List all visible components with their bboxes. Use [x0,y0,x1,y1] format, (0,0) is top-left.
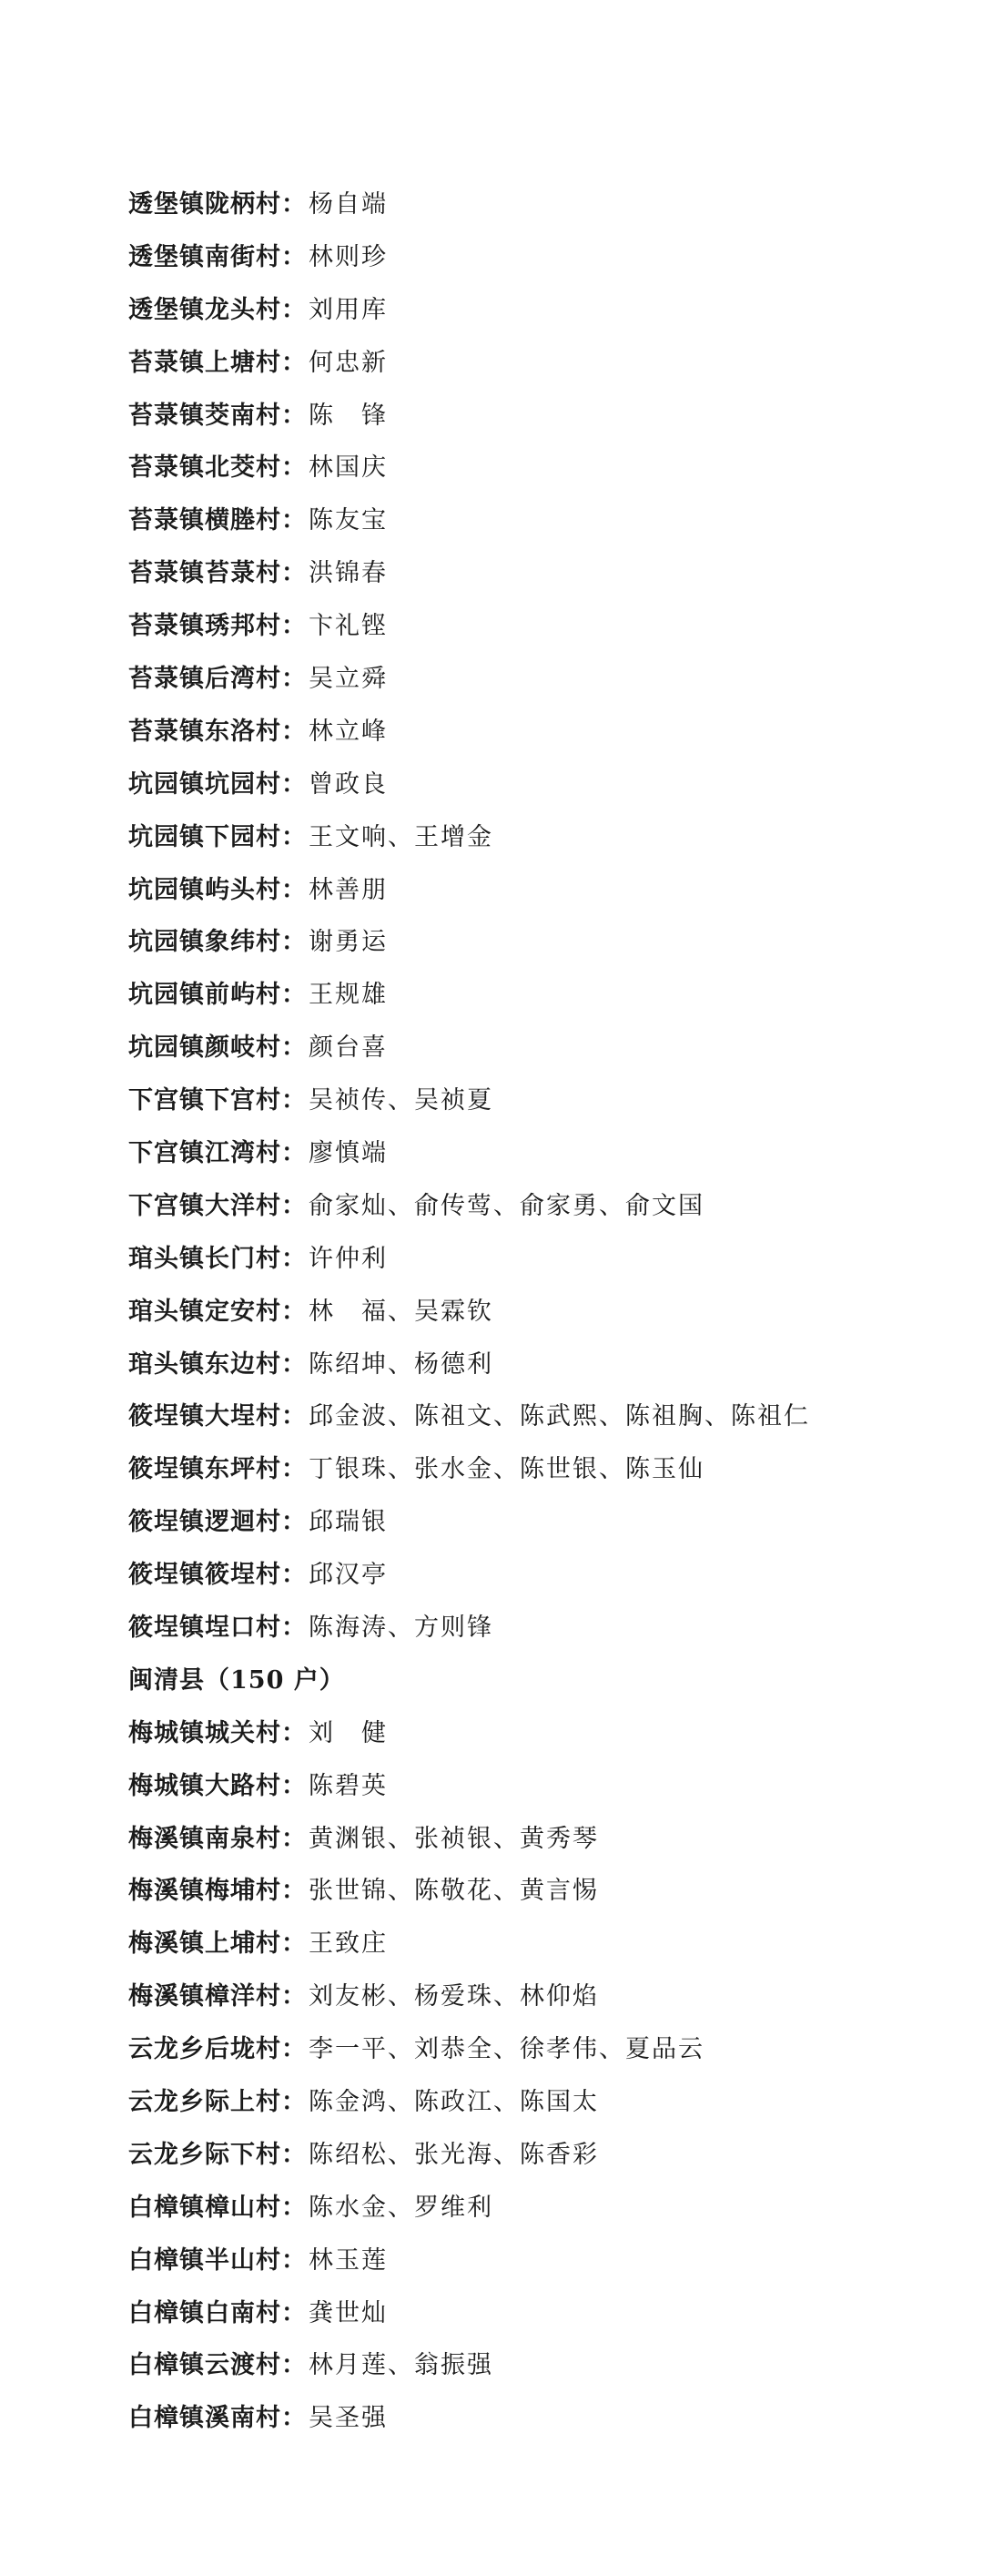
county-heading [128,1655,948,1707]
list-item [128,1918,948,1970]
list-item [128,969,948,1022]
household-names: 龚世灿 [309,2298,388,2327]
household-names: 刘友彬、杨爱珠、林仰焰 [309,1982,599,2011]
village-name: 白樟镇溪南村： [128,2404,307,2433]
list-item [128,2076,948,2129]
village-name: 梅溪镇梅埔村： [128,1877,307,1906]
village-name: 坑园镇屿头村： [128,875,307,904]
list-item [128,600,948,653]
list-item [128,1074,948,1127]
household-names: 王规雄 [309,981,388,1010]
village-name: 坑园镇前屿村： [128,981,307,1010]
village-name: 坑园镇坑园村： [128,769,307,799]
village-name: 苔菉镇北茭村： [128,453,307,483]
household-names: 陈友宝 [309,506,388,535]
village-name: 坑园镇颜岐村： [128,1033,307,1063]
village-name: 透堡镇龙头村： [128,295,307,324]
list-item [128,2182,948,2235]
household-names: 谢勇运 [309,928,388,957]
village-name: 梅溪镇樟洋村： [128,1982,307,2011]
list-item [128,2235,948,2287]
list-item [128,1496,948,1549]
list-item [128,1760,948,1813]
list-item [128,1233,948,1286]
village-name: 下宫镇下宫村： [128,1086,307,1115]
village-name: 白樟镇白南村： [128,2298,307,2327]
village-name: 白樟镇樟山村： [128,2193,307,2222]
household-names: 丁银珠、张水金、陈世银、陈玉仙 [309,1455,704,1484]
village-name: 苔菉镇琇邦村： [128,612,307,641]
village-name: 梅城镇城关村： [128,1718,307,1747]
list-item [128,916,948,969]
list-item [128,706,948,759]
household-names: 陈绍松、张光海、陈香彩 [309,2140,599,2169]
village-name: 梅溪镇上埔村： [128,1929,307,1959]
list-item [128,1707,948,1760]
list-item [128,1339,948,1391]
village-name: 白樟镇云渡村： [128,2351,307,2380]
list-item [128,864,948,917]
list-item [128,811,948,864]
household-names: 林月莲、翁振强 [309,2351,493,2380]
list-item [128,284,948,337]
village-name: 苔菉镇东洛村： [128,717,307,746]
household-names: 林玉莲 [309,2245,388,2275]
list-item [128,231,948,284]
list-item [128,1022,948,1074]
village-name: 下宫镇江湾村： [128,1138,307,1167]
household-names: 王文响、王增金 [309,822,493,851]
household-list [128,178,948,2445]
village-name: 苔菉镇上塘村： [128,348,307,377]
list-item [128,494,948,547]
household-names: 林善朋 [309,875,388,904]
household-names: 陈绍坤、杨德利 [309,1349,493,1379]
list-item [128,1180,948,1233]
village-name: 苔菉镇苔菉村： [128,559,307,588]
household-names: 何忠新 [309,348,388,377]
household-names: 卞礼铿 [309,612,388,641]
village-name: 透堡镇陇柄村： [128,189,307,219]
list-item [128,1443,948,1496]
village-name: 梅溪镇南泉村： [128,1824,307,1853]
list-item [128,442,948,494]
household-names: 张世锦、陈敬花、黄言惕 [309,1877,599,1906]
list-item [128,2392,948,2445]
household-names: 杨自端 [309,189,388,219]
household-names: 林立峰 [309,717,388,746]
household-names: 林则珍 [309,242,388,271]
village-name: 筱埕镇大埕村： [128,1402,307,1431]
household-names: 颜台喜 [309,1033,388,1063]
village-name: 云龙乡际下村： [128,2140,307,2169]
household-names: 廖慎端 [309,1138,388,1167]
list-item [128,2129,948,2182]
village-name: 云龙乡际上村： [128,2088,307,2116]
household-names: 李一平、刘恭全、徐孝伟、夏品云 [309,2035,704,2064]
list-item [128,1970,948,2023]
household-names: 黄渊银、张祯银、黄秀琴 [309,1824,599,1853]
list-item [128,1286,948,1339]
list-item [128,759,948,811]
household-names: 邱金波、陈祖文、陈武熙、陈祖胸、陈祖仁 [309,1402,810,1431]
village-name: 坑园镇下园村： [128,822,307,851]
household-names: 俞家灿、俞传莺、俞家勇、俞文国 [309,1191,704,1220]
village-name: 下宫镇大洋村： [128,1191,307,1220]
household-names: 吴立舜 [309,664,388,693]
household-names: 陈水金、罗维利 [309,2193,493,2222]
list-item [128,1866,948,1919]
village-name: 琯头镇定安村： [128,1297,307,1326]
list-item [128,547,948,600]
county-heading-text: 闽清县（150 户） [128,1665,345,1695]
village-name: 筱埕镇东坪村： [128,1455,307,1484]
household-names: 吴祯传、吴祯夏 [309,1086,493,1115]
list-item [128,2287,948,2340]
household-names: 曾政良 [309,769,388,799]
household-names: 吴圣强 [309,2404,388,2433]
list-item [128,653,948,706]
list-item [128,2023,948,2076]
village-name: 云龙乡后垅村： [128,2035,307,2064]
village-name: 梅城镇大路村： [128,1771,307,1800]
village-name: 琯头镇东边村： [128,1349,307,1379]
village-name: 琯头镇长门村： [128,1244,307,1273]
household-names: 邱汉亭 [309,1561,388,1590]
household-names: 刘 健 [309,1718,388,1747]
household-names: 王致庄 [309,1929,388,1959]
village-name: 苔菉镇茭南村： [128,401,307,430]
household-names: 洪锦春 [309,559,388,588]
household-names: 林国庆 [309,453,388,483]
household-names: 陈海涛、方则锋 [309,1613,493,1642]
list-item [128,178,948,231]
list-item [128,1390,948,1443]
list-item [128,1813,948,1866]
village-name: 苔菉镇后湾村： [128,664,307,693]
household-names: 刘用库 [309,295,388,324]
village-name: 透堡镇南街村： [128,242,307,271]
village-name: 苔菉镇横塍村： [128,506,307,535]
village-name: 筱埕镇逻迴村： [128,1508,307,1537]
list-item [128,1602,948,1655]
household-names: 许仲利 [309,1244,388,1273]
village-name: 筱埕镇筱埕村： [128,1561,307,1590]
household-names: 林 福、吴霖钦 [309,1297,493,1326]
village-name: 筱埕镇埕口村： [128,1613,307,1642]
household-names: 陈 锋 [309,401,388,430]
village-name: 白樟镇半山村： [128,2245,307,2275]
list-item [128,2340,948,2393]
household-names: 邱瑞银 [309,1508,388,1537]
list-item [128,1549,948,1602]
village-name: 坑园镇象纬村： [128,928,307,957]
list-item [128,337,948,390]
household-names: 陈金鸿、陈政江、陈国太 [309,2088,599,2116]
household-names: 陈碧英 [309,1771,388,1800]
list-item [128,390,948,443]
list-item [128,1127,948,1180]
